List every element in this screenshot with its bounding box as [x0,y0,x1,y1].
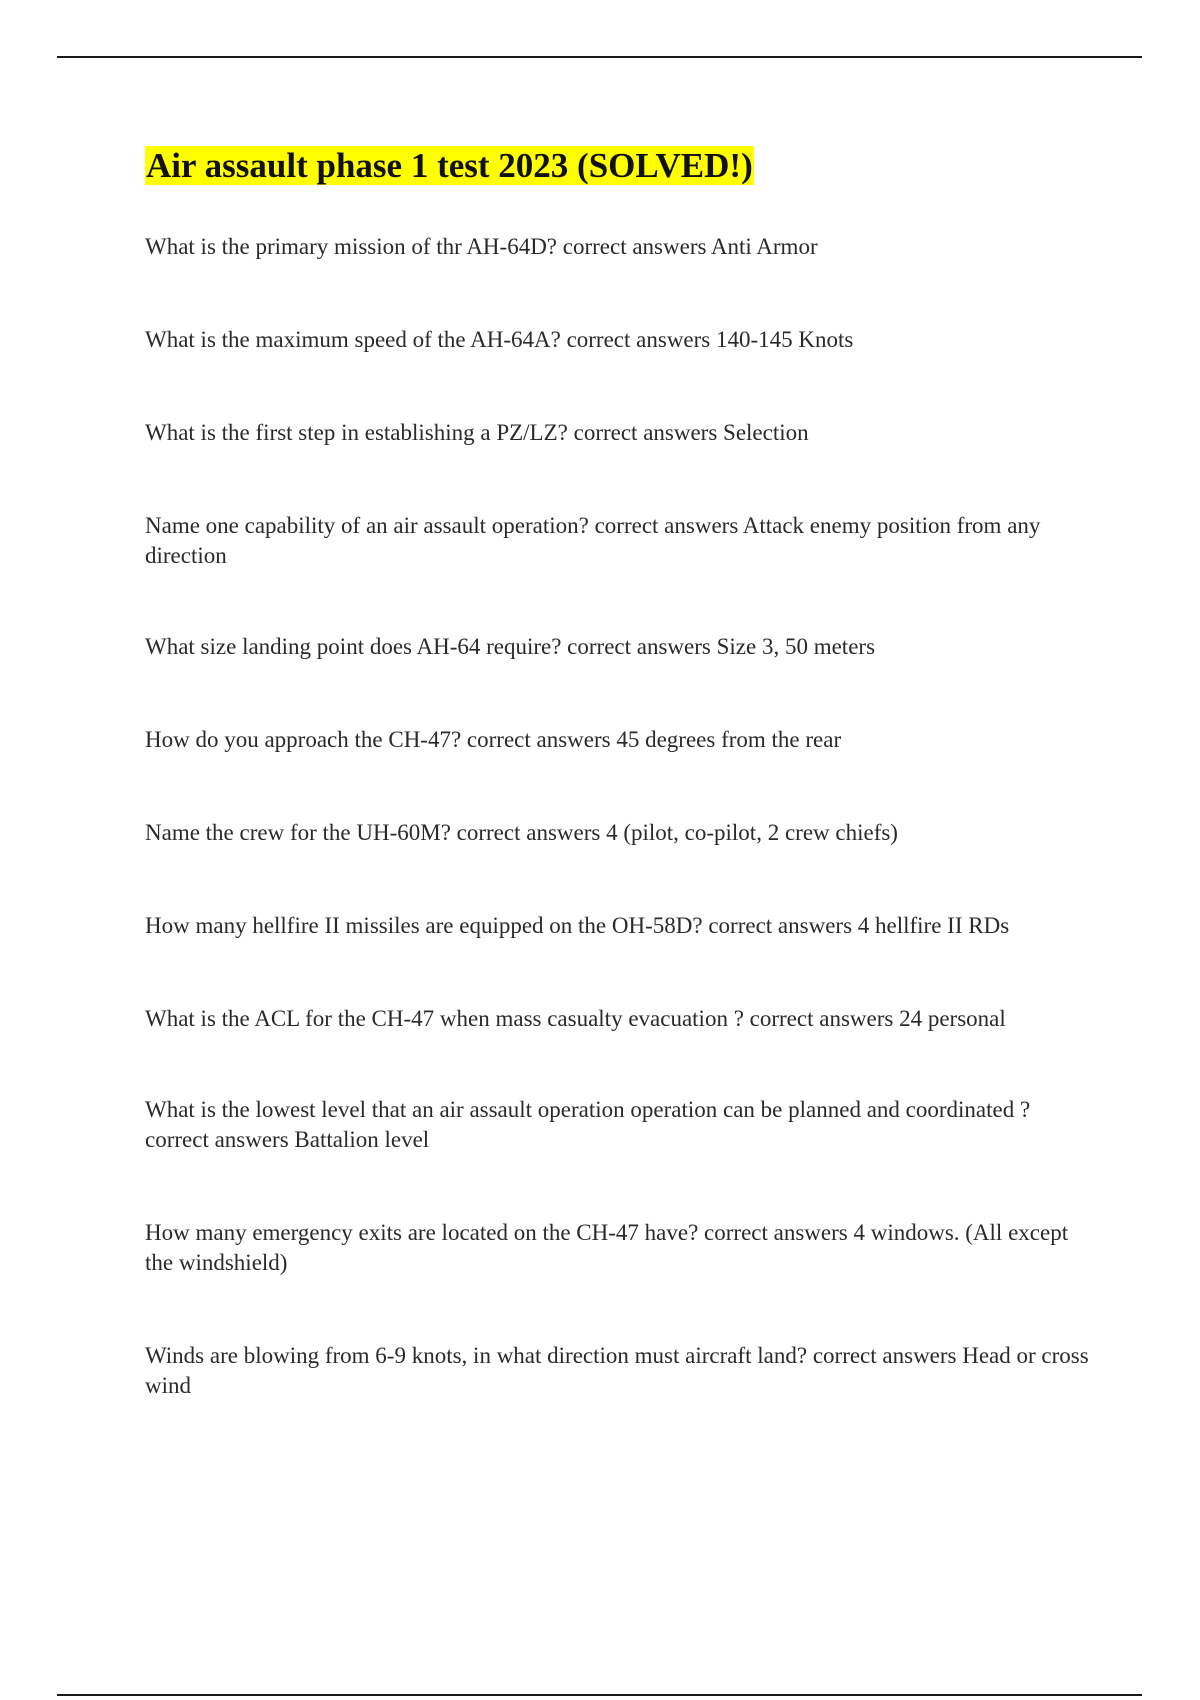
qa-item: What is the first step in establishing a PZ/LZ? correct answers Selection [145,420,809,445]
bottom-rule [57,1694,1142,1696]
qa-item: What is the lowest level that an air assault operation operation can be planned and coordinated ? correct answers Battalion level [145,1097,1031,1152]
qa-item: What size landing point does AH-64 require? correct answers Size 3, 50 meters [145,634,876,659]
qa-item: What is the maximum speed of the AH-64A? correct answers 140-145 Knots [145,327,854,352]
qa-item: Name the crew for the UH-60M? correct answers 4 (pilot, co-pilot, 2 crew chiefs) [145,820,898,845]
qa-item: Name one capability of an air assault operation? correct answers Attack enemy position from any direction [145,513,1041,568]
document-title: Air assault phase 1 test 2023 (SOLVED!) [146,146,753,185]
qa-item: What is the primary mission of thr AH-64D? correct answers Anti Armor [145,234,818,259]
top-rule [57,56,1142,58]
qa-item: Winds are blowing from 6-9 knots, in what direction must aircraft land? correct answers Head or cross wind [145,1343,1089,1398]
qa-item: How do you approach the CH-47? correct answers 45 degrees from the rear [145,727,842,752]
title-block [145,143,1095,189]
qa-item: How many emergency exits are located on the CH-47 have? correct answers 4 windows. (All except the windshield) [145,1220,1069,1275]
qa-item: How many hellfire II missiles are equipped on the OH-58D? correct answers 4 hellfire II RDs [145,913,1010,938]
qa-item: What is the ACL for the CH-47 when mass casualty evacuation ? correct answers 24 personal [145,1006,1006,1031]
